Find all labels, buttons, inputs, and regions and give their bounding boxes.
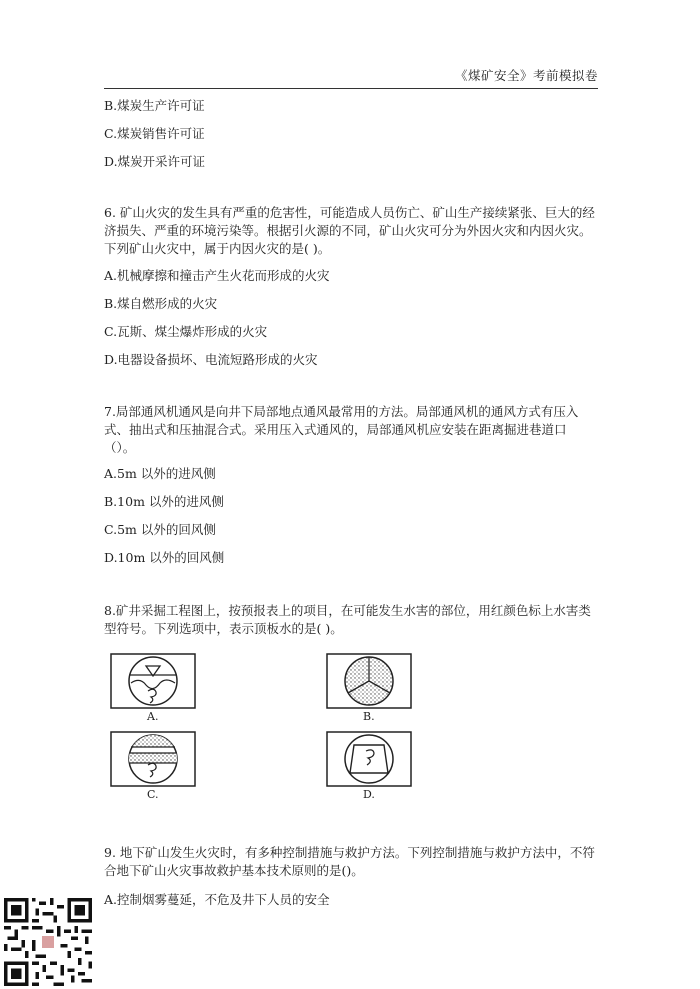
water-symbol-figure-d <box>326 731 412 787</box>
q6-stem-line: 6. 矿山火灾的发生具有严重的危害性，可能造成人员伤亡、矿山生产接续紧张、巨大的经 <box>104 205 595 220</box>
q7-option-c: C.5m 以外的回风侧 <box>104 522 216 537</box>
q8-stem <box>104 602 598 638</box>
q6-option-b: B.煤自燃形成的火灾 <box>104 296 218 311</box>
figure-label-b: B. <box>363 710 375 723</box>
q8-stem-line: 型符号。下列选项中，表示顶板水的是( )。 <box>104 621 343 636</box>
figure-label-d: D. <box>363 788 375 801</box>
q7-stem-line: 7.局部通风机通风是向井下局部地点通风最常用的方法。局部通风机的通风方式有压入 <box>104 404 579 419</box>
water-symbol-figure-b <box>326 653 412 709</box>
water-symbol-figure-c <box>110 731 196 787</box>
q5-option-b: B.煤炭生产许可证 <box>104 98 205 113</box>
q7-option-d: D.10m 以外的回风侧 <box>104 550 225 565</box>
figure-label-c: C. <box>147 788 159 801</box>
q6-option-d: D.电器设备损坏、电流短路形成的火灾 <box>104 352 318 367</box>
figure-label-a: A. <box>147 710 159 723</box>
q9-stem-line: 9. 地下矿山发生火灾时，有多种控制措施与救护方法。下列控制措施与救护方法中，不符 <box>104 845 595 860</box>
q9-stem-line: 合地下矿山火灾事故救护基本技术原则的是()。 <box>104 863 364 878</box>
q7-stem-line: 式、抽出式和压抽混合式。采用压入式通风的，局部通风机应安装在距离掘进巷道口 <box>104 422 567 437</box>
q6-option-a: A.机械摩擦和撞击产生火花而形成的火灾 <box>104 268 330 283</box>
q5-option-c: C.煤炭销售许可证 <box>104 126 205 141</box>
qr-code-icon[interactable] <box>4 898 92 986</box>
q6-stem <box>104 204 598 258</box>
page-header <box>104 66 598 89</box>
q6-stem-line: 济损失、严重的环境污染等。根据引火源的不同，矿山火灾可分为外因火灾和内因火灾。 <box>104 223 592 238</box>
q6-stem-line: 下列矿山火灾中，属于内因火灾的是( )。 <box>104 241 331 256</box>
q7-option-a: A.5m 以外的进风侧 <box>104 466 216 481</box>
header-title: 《煤矿安全》考前模拟卷 <box>454 68 598 83</box>
q9-stem <box>104 844 598 880</box>
q6-option-c: C.瓦斯、煤尘爆炸形成的火灾 <box>104 324 268 339</box>
q5-option-d: D.煤炭开采许可证 <box>104 154 206 169</box>
q7-option-b: B.10m 以外的进风侧 <box>104 494 224 509</box>
q9-option-a: A.控制烟雾蔓延，不危及井下人员的安全 <box>104 892 330 907</box>
water-symbol-figure-a <box>110 653 196 709</box>
q7-stem-line: （）。 <box>104 440 136 455</box>
q7-stem <box>104 403 598 457</box>
q8-stem-line: 8.矿井采掘工程图上，按预报表上的项目，在可能发生水害的部位，用红颜色标上水害类 <box>104 603 591 618</box>
